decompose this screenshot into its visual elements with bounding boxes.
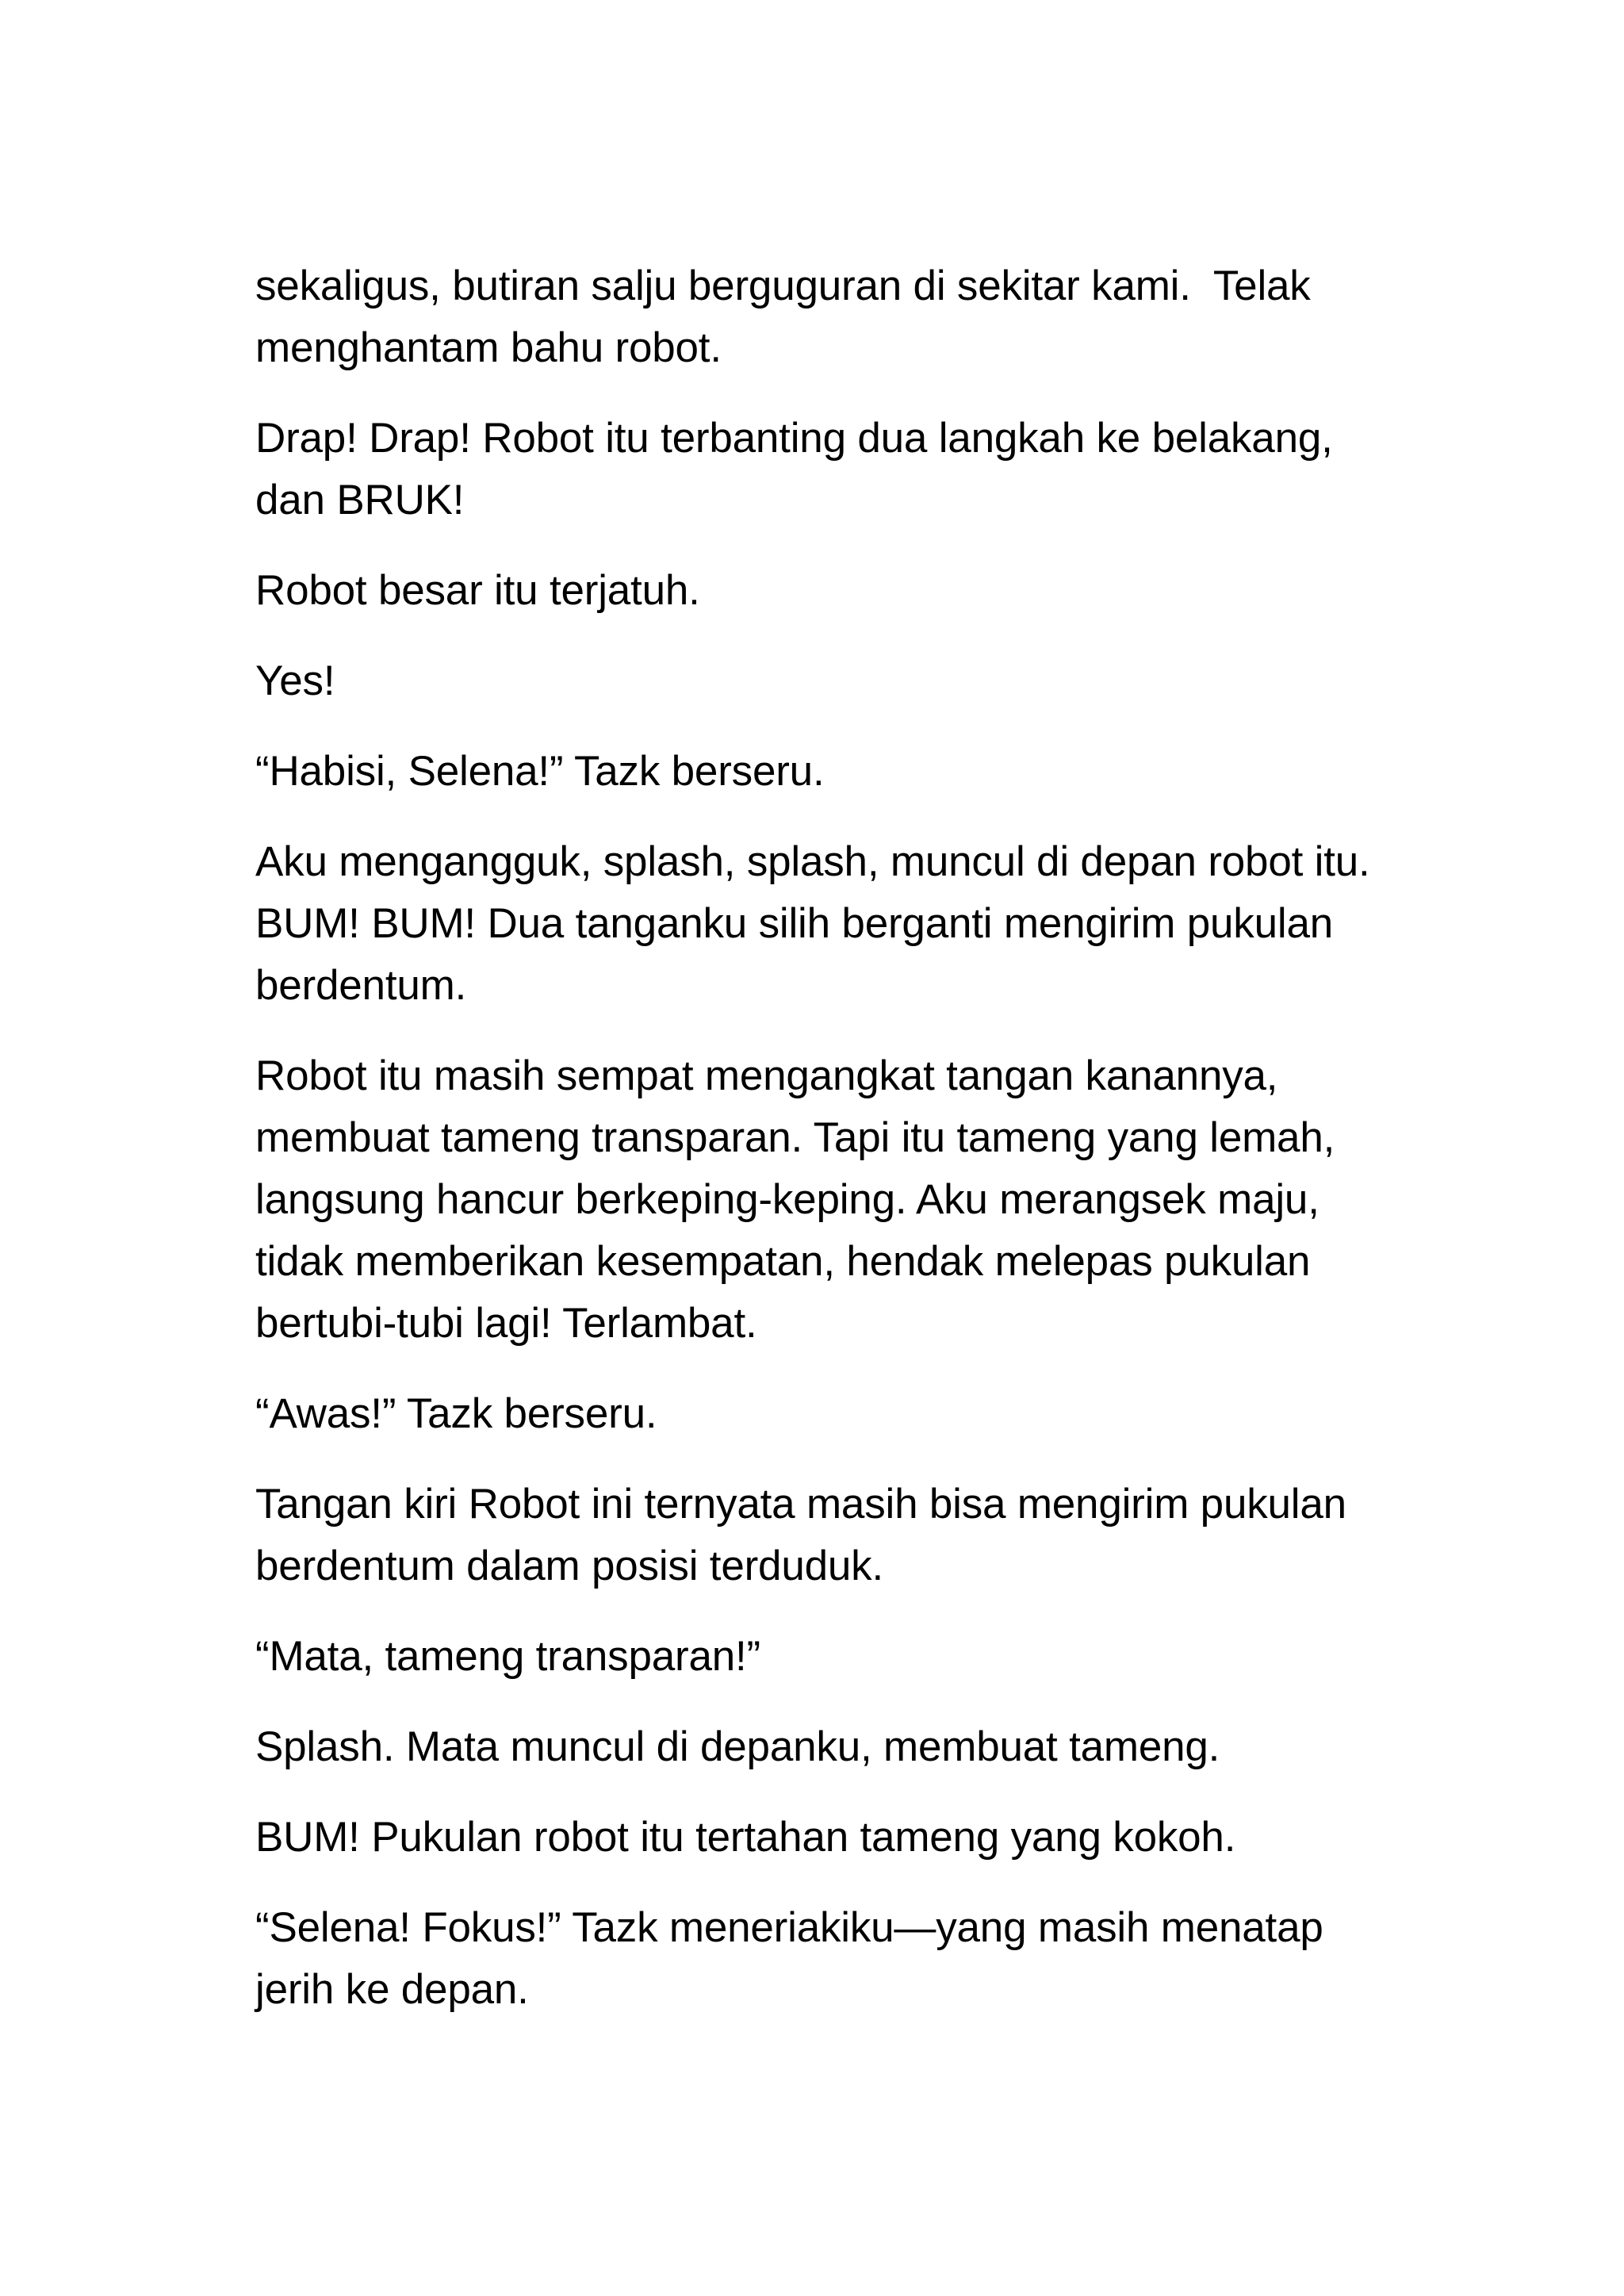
- paragraph: “Selena! Fokus!” Tazk meneriakiku—yang masih menatap jerih ke depan.: [255, 1904, 1335, 2013]
- paragraph: Splash. Mata muncul di depanku, membuat tameng.: [255, 1723, 1220, 1770]
- paragraph: BUM! Pukulan robot itu tertahan tameng yang kokoh.: [255, 1814, 1236, 1861]
- paragraph: Drap! Drap! Robot itu terbanting dua langkah ke belakang, dan BRUK!: [255, 415, 1345, 523]
- story-text: [255, 255, 1381, 2049]
- paragraph: Aku mengangguk, splash, splash, muncul di depan robot itu. BUM! BUM! Dua tanganku silih berganti mengirim pukulan berdentum.: [255, 838, 1382, 1009]
- paragraph: Yes!: [255, 657, 335, 704]
- paragraph: Robot itu masih sempat mengangkat tangan kanannya, membuat tameng transparan. Tapi itu tameng yang lemah, langsung hancur berkeping-keping. Aku merangsek maju, tidak memberikan kesempatan, hendak melepas pukulan bertubi-tubi lagi! Terlambat.: [255, 1052, 1346, 1347]
- paragraph: “Mata, tameng transparan!”: [255, 1633, 760, 1680]
- paragraph: sekaligus, butiran salju berguguran di sekitar kami. Telak menghantam bahu robot.: [255, 263, 1323, 371]
- paragraph: Tangan kiri Robot ini ternyata masih bisa mengirim pukulan berdentum dalam posisi terduduk.: [255, 1481, 1358, 1589]
- paragraph: “Habisi, Selena!” Tazk berseru.: [255, 748, 825, 795]
- paragraph: Robot besar itu terjatuh.: [255, 567, 700, 614]
- paragraph: “Awas!” Tazk berseru.: [255, 1390, 657, 1437]
